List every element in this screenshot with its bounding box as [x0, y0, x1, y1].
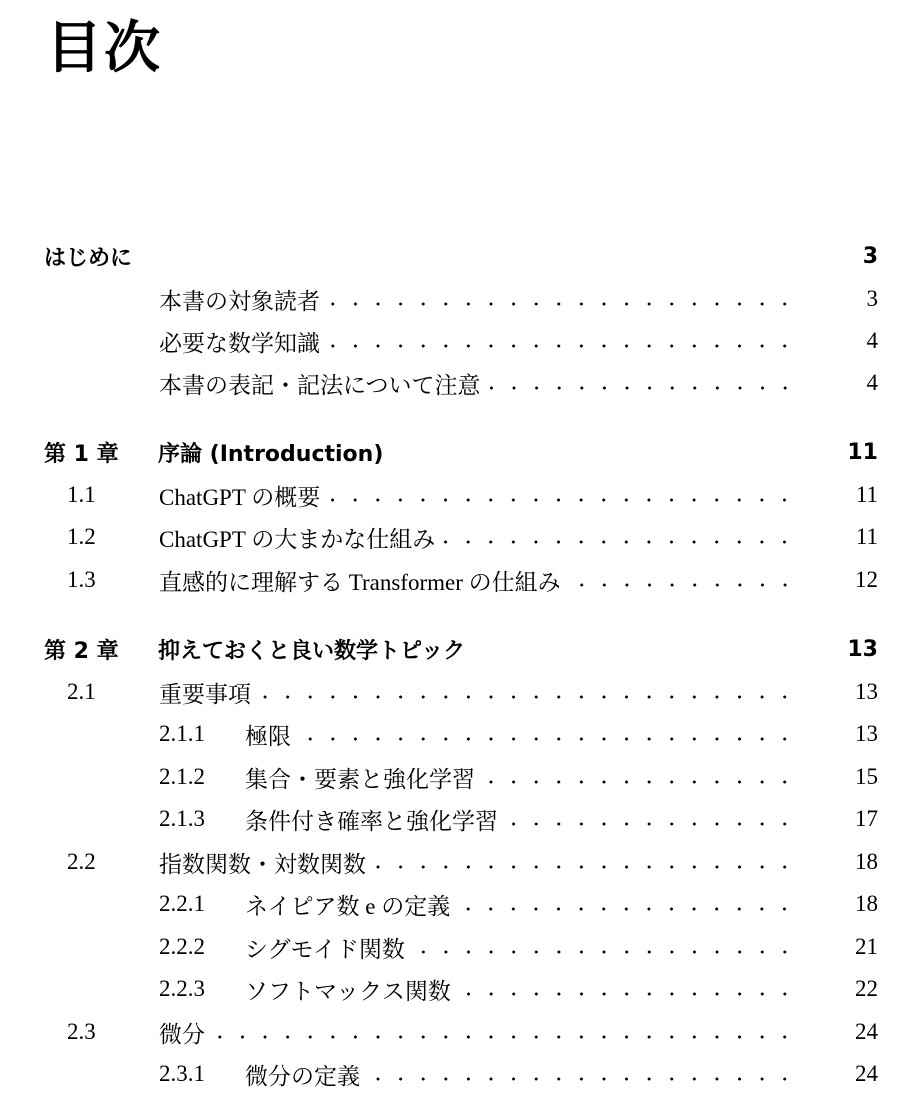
toc-page-number: 11 — [855, 524, 878, 549]
page-title: 目次 — [46, 16, 162, 81]
toc-page-number: 11 — [847, 439, 878, 465]
toc-section-number: 1.3 — [67, 567, 96, 592]
toc-subsection-number: 2.1.3 — [159, 806, 205, 831]
toc-chapter-number: 第 1 章 — [44, 441, 119, 467]
toc-page-number: 3 — [862, 243, 878, 269]
toc-subsection-number: 2.3.1 — [159, 1061, 205, 1086]
toc-section[interactable] — [0, 672, 912, 712]
toc-chapter-title: 序論 (Introduction) — [158, 441, 384, 467]
toc-subsection[interactable] — [0, 1054, 912, 1094]
toc-subsection-number: 2.1.1 — [159, 721, 205, 746]
toc-page-number: 12 — [855, 567, 878, 592]
toc-page-number: 4 — [866, 328, 878, 353]
toc-chapter[interactable] — [0, 432, 912, 472]
toc-section-number: 1.1 — [67, 482, 96, 507]
toc-page-number: 21 — [855, 934, 878, 959]
dot-leader — [328, 483, 796, 507]
dot-leader — [374, 850, 796, 874]
dot-leader — [506, 807, 796, 831]
toc-page-number: 18 — [855, 849, 878, 874]
toc-page-number: 24 — [855, 1019, 878, 1044]
toc-entry-title: 本書の表記・記法について注意 — [159, 372, 481, 398]
toc-chapter-title: 抑えておくと良い数学トピック — [158, 638, 466, 664]
toc-subsection-title: 条件付き確率と強化学習 — [245, 808, 498, 834]
toc-section[interactable] — [0, 517, 912, 557]
toc-section[interactable] — [0, 475, 912, 515]
toc-entry[interactable] — [0, 363, 912, 403]
toc-subsection[interactable] — [0, 799, 912, 839]
toc-section-title: ChatGPT の大まかな仕組み — [159, 526, 436, 552]
toc-entry[interactable] — [0, 321, 912, 361]
toc-subsection[interactable] — [0, 757, 912, 797]
toc-page-number: 13 — [855, 721, 878, 746]
dot-leader — [328, 329, 796, 353]
toc-section-title: 重要事項 — [159, 681, 251, 707]
dot-leader — [213, 1020, 796, 1044]
toc-subsection[interactable] — [0, 969, 912, 1009]
dot-leader — [459, 977, 796, 1001]
toc-subsection-title: 集合・要素と強化学習 — [245, 766, 475, 792]
toc-section-title: 直感的に理解する Transformer の仕組み — [159, 569, 561, 595]
toc-section-title: 指数関数・対数関数 — [159, 851, 366, 877]
dot-leader — [413, 935, 796, 959]
toc-subsection-title: ネイピア数 e の定義 — [245, 893, 451, 919]
toc-subsection-number: 2.2.1 — [159, 891, 205, 916]
dot-leader — [569, 568, 796, 592]
toc-page-number: 22 — [855, 976, 878, 1001]
toc-subsection[interactable] — [0, 927, 912, 967]
toc-page-number: 18 — [855, 891, 878, 916]
toc-section[interactable] — [0, 842, 912, 882]
toc-entry-title: 本書の対象読者 — [159, 288, 320, 314]
toc-subsection[interactable] — [0, 714, 912, 754]
dot-leader — [443, 525, 796, 549]
dot-leader — [368, 1062, 796, 1086]
toc-chapter[interactable] — [0, 629, 912, 669]
toc-subsection[interactable] — [0, 884, 912, 924]
toc-section[interactable] — [0, 1012, 912, 1052]
toc-part-preface[interactable] — [0, 236, 912, 276]
toc-subsection-title: 微分の定義 — [245, 1063, 360, 1089]
toc-subsection-title: ソフトマックス関数 — [245, 978, 451, 1004]
toc-page-number: 24 — [855, 1061, 878, 1086]
dot-leader — [259, 680, 796, 704]
dot-leader — [489, 371, 796, 395]
toc-entry-title: 必要な数学知識 — [159, 330, 320, 356]
toc-section-number: 2.2 — [67, 849, 96, 874]
toc-page-number: 13 — [847, 636, 878, 662]
toc-subsection-number: 2.2.3 — [159, 976, 205, 1001]
toc-section-title: ChatGPT の概要 — [159, 484, 321, 510]
toc-entry[interactable] — [0, 279, 912, 319]
toc-subsection-title: シグモイド関数 — [245, 936, 405, 962]
toc-subsection-number: 2.2.2 — [159, 934, 205, 959]
toc-subsection-number: 2.1.2 — [159, 764, 205, 789]
toc-page-number: 15 — [855, 764, 878, 789]
toc-subsection-title: 極限 — [245, 723, 291, 749]
toc-page-number: 13 — [855, 679, 878, 704]
dot-leader — [328, 287, 796, 311]
toc-section-title: 微分 — [159, 1021, 205, 1047]
toc-page-number: 3 — [866, 286, 878, 311]
toc-page-number: 11 — [855, 482, 878, 507]
toc-section-number: 2.3 — [67, 1019, 96, 1044]
toc-page-number: 17 — [855, 806, 878, 831]
toc-section-number: 2.1 — [67, 679, 96, 704]
toc-page-number: 4 — [866, 370, 878, 395]
dot-leader — [483, 765, 796, 789]
dot-leader — [458, 892, 796, 916]
toc-section-number: 1.2 — [67, 524, 96, 549]
toc-chapter-number: 第 2 章 — [44, 638, 119, 664]
dot-leader — [299, 722, 796, 746]
toc-entry-title: はじめに — [44, 245, 133, 271]
toc-section[interactable] — [0, 560, 912, 600]
